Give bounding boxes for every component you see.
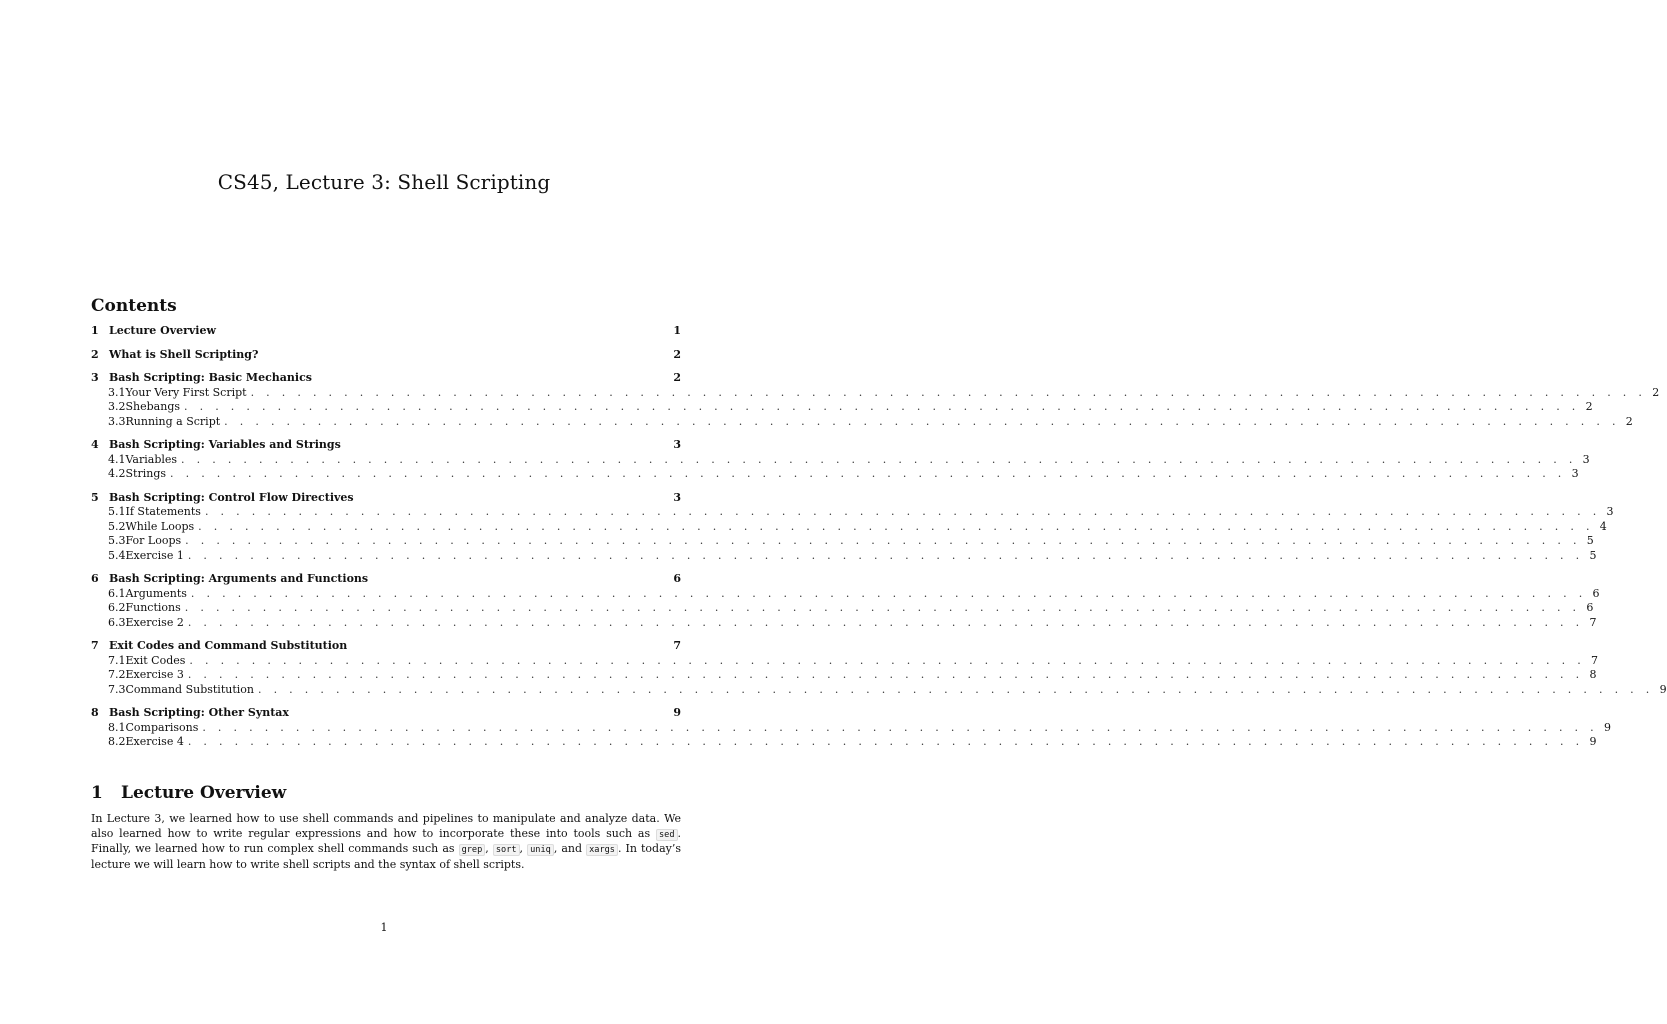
toc-subentry[interactable] — [91, 534, 1594, 549]
toc-subentry-number: 6.2 — [108, 601, 126, 614]
toc-dot-leader: . . . . . . . . . . . . . . . . . . . . . . . . . . . . . . . . . . . . . . . . . . . . . . . . . . . . . . . . . . . . . . . . . . . . . . . . . . . . . . . . . . . . . . . . . . — [189, 653, 1585, 667]
toc-subentry[interactable] — [91, 452, 1590, 468]
toc-subentry-number: 7.2 — [108, 668, 126, 681]
toc-subentry-page: 7 — [1589, 615, 1597, 629]
toc-subentry-label: Variables — [125, 452, 178, 466]
toc-entry-number: 1 — [91, 324, 99, 337]
toc-subentry-label: While Loops — [125, 519, 195, 533]
toc-subentry-page: 6 — [1592, 586, 1600, 600]
toc-subentry[interactable] — [91, 601, 1594, 616]
toc-entry[interactable] — [91, 324, 681, 339]
toc-subentry-label: Exit Codes — [125, 653, 186, 667]
toc-section-4 — [91, 438, 1590, 482]
toc-dot-leader: . . . . . . . . . . . . . . . . . . . . . . . . . . . . . . . . . . . . . . . . . . . . . . . . . . . . . . . . . . . . . . . . . . . . . . . . . . . . . . . . . . . . . . . . . . — [198, 519, 1594, 533]
toc-dot-leader: . . . . . . . . . . . . . . . . . . . . . . . . . . . . . . . . . . . . . . . . . . . . . . . . . . . . . . . . . . . . . . . . . . . . . . . . . . . . . . . . . . . . . . . . . . — [190, 586, 1587, 600]
toc-entry-label: Exit Codes and Command Substitution — [109, 639, 348, 652]
toc-entry-page: 1 — [673, 324, 681, 337]
toc-entry-page: 6 — [673, 572, 681, 585]
toc-subentry-number: 5.1 — [108, 505, 126, 518]
toc-dot-leader: . . . . . . . . . . . . . . . . . . . . . . . . . . . . . . . . . . . . . . . . . . . . . . . . . . . . . . . . . . . . . . . . . . . . . . . . . . . . . . . . . . . . . . . . . . — [204, 505, 1601, 518]
toc-section-6 — [91, 572, 1600, 630]
toc-subentry[interactable] — [91, 548, 1597, 564]
toc-entry-page: 3 — [673, 438, 681, 451]
toc-subentry-number: 5.2 — [108, 519, 126, 533]
section-title: Lecture Overview — [121, 783, 287, 803]
toc-entry-label: Bash Scripting: Basic Mechanics — [109, 371, 312, 384]
toc-subentry-page: 2 — [1585, 400, 1593, 413]
toc-entry-label: Bash Scripting: Variables and Strings — [109, 438, 341, 451]
toc-entry-number: 5 — [91, 490, 99, 504]
toc-subentry-page: 5 — [1589, 548, 1597, 562]
toc-entry-number: 6 — [91, 572, 99, 585]
toc-section-2 — [91, 348, 681, 363]
table-of-contents — [91, 324, 1667, 759]
contents-heading: Contents — [91, 296, 177, 316]
toc-subentry-page: 3 — [1606, 505, 1614, 518]
toc-entry-page: 9 — [673, 706, 681, 719]
toc-subentry-label: Exercise 1 — [125, 548, 184, 562]
toc-section-5 — [91, 490, 1614, 564]
toc-entry[interactable] — [91, 438, 681, 453]
paragraph-text: , — [519, 842, 528, 856]
toc-subentry-label: Strings — [125, 467, 167, 480]
toc-dot-leader: . . . . . . . . . . . . . . . . . . . . . . . . . . . . . . . . . . . . . . . . . . . . . . . . . . . . . . . . . . . . . . . . . . . . . . . . . . . . . . . . . . . . . . . . . . — [250, 385, 1647, 399]
section-number: 1 — [91, 783, 103, 803]
toc-dot-leader: . . . . . . . . . . . . . . . . . . . . . . . . . . . . . . . . . . . . . . . . . . . . . . . . . . . . . . . . . . . . . . . . . . . . . . . . . . . . . . . . . . . . . . . . . . — [187, 615, 1584, 629]
toc-subentry-number: 8.2 — [108, 735, 126, 748]
overview-paragraph — [91, 812, 681, 872]
toc-subentry-number: 8.1 — [108, 720, 126, 734]
toc-subentry-label: Your Very First Script — [125, 385, 247, 399]
toc-subentry-number: 5.4 — [108, 548, 126, 562]
toc-subentry[interactable] — [91, 505, 1614, 520]
toc-entry-page: 2 — [673, 347, 681, 361]
toc-subentry[interactable] — [91, 653, 1598, 669]
toc-entry[interactable] — [91, 639, 681, 654]
toc-entry[interactable] — [91, 348, 681, 363]
toc-subentry[interactable] — [91, 586, 1600, 602]
toc-subentry-number: 6.3 — [108, 615, 126, 629]
inline-code-sed: sed — [656, 829, 678, 841]
toc-subentry-page: 3 — [1571, 467, 1579, 480]
toc-entry[interactable] — [91, 491, 681, 506]
toc-entry-label: Bash Scripting: Other Syntax — [109, 706, 289, 719]
toc-subentry-label: For Loops — [125, 534, 182, 547]
toc-subentry-number: 4.2 — [108, 467, 126, 480]
toc-entry-number: 8 — [91, 706, 99, 719]
toc-subentry-label: Exercise 4 — [125, 735, 184, 748]
toc-entry[interactable] — [91, 371, 681, 386]
toc-subentry[interactable] — [91, 615, 1597, 631]
toc-subentry-label: Exercise 3 — [125, 668, 184, 681]
toc-dot-leader: . . . . . . . . . . . . . . . . . . . . . . . . . . . . . . . . . . . . . . . . . . . . . . . . . . . . . . . . . . . . . . . . . . . . . . . . . . . . . . . . . . . . . . . . . . — [224, 414, 1620, 428]
toc-subentry-page: 3 — [1582, 452, 1590, 466]
toc-dot-leader: . . . . . . . . . . . . . . . . . . . . . . . . . . . . . . . . . . . . . . . . . . . . . . . . . . . . . . . . . . . . . . . . . . . . . . . . . . . . . . . . . . . . . . . . . . — [202, 720, 1598, 734]
toc-subentry-page: 5 — [1586, 534, 1594, 547]
toc-entry-number: 7 — [91, 639, 99, 652]
toc-dot-leader: . . . . . . . . . . . . . . . . . . . . . . . . . . . . . . . . . . . . . . . . . . . . . . . . . . . . . . . . . . . . . . . . . . . . . . . . . . . . . . . . . . . . . . . . . . — [170, 467, 1566, 480]
toc-subentry-number: 7.1 — [108, 653, 126, 667]
toc-subentry[interactable] — [91, 668, 1597, 683]
toc-section-3 — [91, 371, 1660, 429]
toc-dot-leader: . . . . . . . . . . . . . . . . . . . . . . . . . . . . . . . . . . . . . . . . . . . . . . . . . . . . . . . . . . . . . . . . . . . . . . . . . . . . . . . . . . . . . . . . . . — [257, 682, 1654, 696]
toc-subentry[interactable] — [91, 385, 1660, 401]
toc-subentry-label: Comparisons — [125, 720, 199, 734]
toc-entry[interactable] — [91, 706, 681, 721]
toc-subentry-label: Arguments — [125, 586, 187, 600]
toc-subentry[interactable] — [91, 467, 1579, 482]
toc-subentry-number: 3.2 — [108, 400, 126, 413]
toc-entry-page: 2 — [673, 371, 681, 384]
toc-subentry-label: If Statements — [125, 505, 201, 518]
toc-subentry[interactable] — [91, 682, 1667, 698]
toc-subentry-page: 6 — [1586, 601, 1594, 614]
toc-entry-number: 3 — [91, 371, 99, 384]
toc-entry-label: What is Shell Scripting? — [109, 347, 259, 361]
toc-section-8 — [91, 706, 1611, 750]
document-title: CS45, Lecture 3: Shell Scripting — [217, 170, 551, 194]
toc-dot-leader: . . . . . . . . . . . . . . . . . . . . . . . . . . . . . . . . . . . . . . . . . . . . . . . . . . . . . . . . . . . . . . . . . . . . . . . . . . . . . . . . . . . . . . . . . . — [181, 452, 1577, 466]
toc-subentry-label: Shebangs — [125, 400, 181, 413]
toc-entry-label: Bash Scripting: Arguments and Functions — [109, 572, 369, 585]
paragraph-text: , — [485, 842, 493, 856]
toc-subentry[interactable] — [91, 400, 1593, 415]
paragraph-text: In Lecture 3, we learned how to use shell commands and pipelines to manipulate and analyze data. We also learned how to write regular expressions and how to incorporate these into tools such as — [91, 812, 681, 840]
section-heading — [91, 783, 286, 803]
toc-subentry-number: 4.1 — [108, 452, 126, 466]
toc-section-1 — [91, 324, 681, 339]
inline-code-uniq: uniq — [527, 844, 554, 856]
toc-subentry-number: 7.3 — [108, 682, 126, 696]
toc-subentry-page: 9 — [1603, 720, 1611, 734]
toc-subentry-label: Exercise 2 — [125, 615, 184, 629]
toc-entry-number: 2 — [91, 347, 99, 361]
toc-dot-leader: . . . . . . . . . . . . . . . . . . . . . . . . . . . . . . . . . . . . . . . . . . . . . . . . . . . . . . . . . . . . . . . . . . . . . . . . . . . . . . . . . . . . . . . . . . — [184, 601, 1581, 614]
toc-section-7 — [91, 639, 1667, 697]
toc-dot-leader: . . . . . . . . . . . . . . . . . . . . . . . . . . . . . . . . . . . . . . . . . . . . . . . . . . . . . . . . . . . . . . . . . . . . . . . . . . . . . . . . . . . . . . . . . . — [187, 548, 1584, 562]
toc-subentry-page: 9 — [1659, 682, 1667, 696]
toc-subentry-page: 2 — [1652, 385, 1660, 399]
toc-subentry-number: 3.3 — [108, 414, 126, 428]
toc-entry-label: Bash Scripting: Control Flow Directives — [109, 490, 354, 504]
toc-dot-leader: . . . . . . . . . . . . . . . . . . . . . . . . . . . . . . . . . . . . . . . . . . . . . . . . . . . . . . . . . . . . . . . . . . . . . . . . . . . . . . . . . . . . . . . . . . — [185, 534, 1581, 547]
inline-code-grep: grep — [459, 844, 486, 856]
toc-entry-page: 3 — [673, 490, 681, 504]
toc-entry-number: 4 — [91, 438, 99, 451]
toc-dot-leader: . . . . . . . . . . . . . . . . . . . . . . . . . . . . . . . . . . . . . . . . . . . . . . . . . . . . . . . . . . . . . . . . . . . . . . . . . . . . . . . . . . . . . . . . . . — [184, 400, 1580, 413]
toc-entry[interactable] — [91, 572, 681, 587]
toc-subentry[interactable] — [91, 414, 1633, 430]
toc-subentry-page: 4 — [1599, 519, 1607, 533]
toc-subentry-label: Command Substitution — [125, 682, 254, 696]
toc-subentry-label: Running a Script — [125, 414, 221, 428]
page-number: 1 — [380, 921, 388, 934]
toc-subentry-number: 6.1 — [108, 586, 126, 600]
toc-entry-page: 7 — [673, 639, 681, 652]
toc-subentry-page: 9 — [1589, 735, 1597, 748]
toc-subentry-number: 5.3 — [108, 534, 126, 547]
toc-subentry-label: Functions — [125, 601, 181, 614]
paragraph-text: , and — [553, 842, 587, 856]
toc-dot-leader: . . . . . . . . . . . . . . . . . . . . . . . . . . . . . . . . . . . . . . . . . . . . . . . . . . . . . . . . . . . . . . . . . . . . . . . . . . . . . . . . . . . . . . . . . . — [187, 735, 1584, 748]
paragraph-text: . In today’s lecture we will learn how to write shell scripts and the syntax of shell scripts. — [91, 842, 682, 871]
toc-subentry[interactable] — [91, 720, 1611, 736]
toc-subentry-number: 3.1 — [108, 385, 126, 399]
toc-subentry-page: 2 — [1625, 414, 1633, 428]
inline-code-sort: sort — [493, 844, 520, 856]
toc-subentry-page: 8 — [1589, 668, 1597, 681]
toc-subentry-page: 7 — [1591, 653, 1598, 667]
paragraph-text: . Finally, we learned how to run complex shell commands such as — [91, 826, 681, 856]
toc-entry-label: Lecture Overview — [109, 324, 216, 337]
inline-code-xargs: xargs — [586, 844, 618, 856]
toc-subentry[interactable] — [91, 735, 1597, 750]
toc-dot-leader: . . . . . . . . . . . . . . . . . . . . . . . . . . . . . . . . . . . . . . . . . . . . . . . . . . . . . . . . . . . . . . . . . . . . . . . . . . . . . . . . . . . . . . . . . . — [187, 668, 1584, 681]
toc-subentry[interactable] — [91, 519, 1607, 535]
